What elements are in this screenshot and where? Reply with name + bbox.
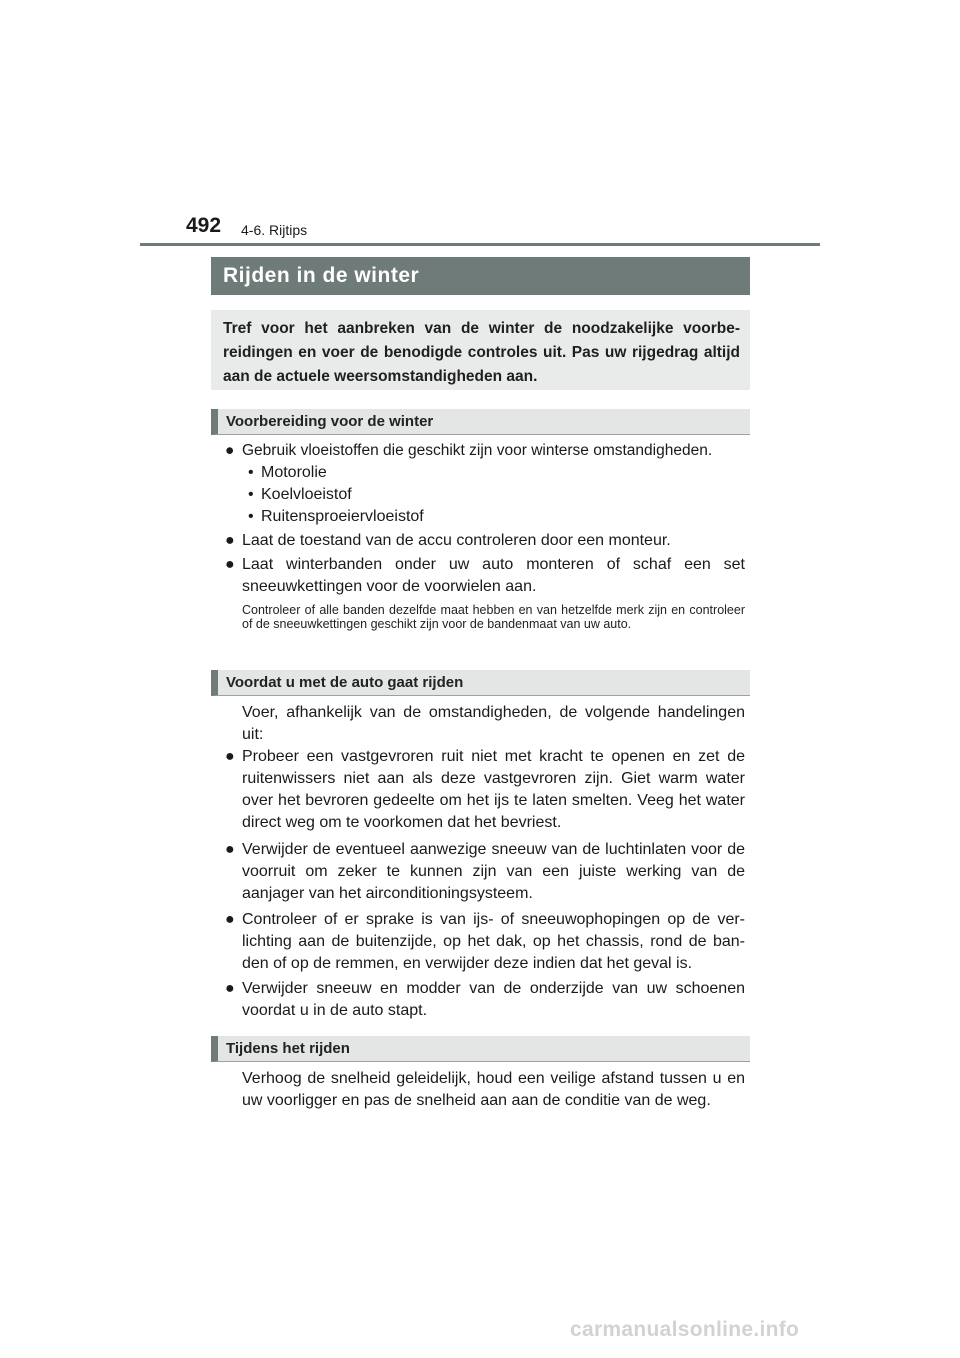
header-rule — [140, 243, 820, 246]
watermark: carmanualsonline.info — [570, 1318, 800, 1341]
fluid-item — [248, 462, 708, 484]
bullet-text: Laat de toestand van de accu controleren door een monteur. — [242, 532, 671, 549]
bullet-dot-icon: ● — [225, 980, 235, 997]
while-driving-text: Verhoog de snelheid geleidelijk, houd een veilige afstand tussen u en uw voorligger en pas de snelheid aan aan de conditie van de weg. — [242, 1070, 745, 1109]
fluid-item-text: Koelvloeistof — [261, 486, 352, 503]
section-heading-preparation: Voorbereiding voor de winter — [211, 409, 750, 435]
section-heading-before-driving: Voordat u met de auto gaat rijden — [211, 670, 750, 696]
bullet-text: Probeer een vastgevroren ruit niet met kracht te openen en zet de ruitenwissers niet aan als deze vastgevroren zijn. Giet warm water over het bevroren gedeelte om het ijs te laten smelten. Veeg het water direct weg om te voorkomen dat het bevriest. — [242, 748, 745, 831]
bullet-air-intakes — [225, 839, 745, 905]
fluid-item — [248, 506, 708, 528]
section-reference: 4-6. Rijtips — [241, 222, 308, 238]
bullet-dot-icon: ● — [225, 911, 235, 928]
bullet-dot-icon: ● — [225, 532, 235, 549]
bullet-text: Laat winterbanden onder uw auto monteren of schaf een set sneeuwkettingen voor de voorwielen aan. — [242, 556, 745, 595]
dot-icon: • — [248, 464, 254, 481]
page-number: 492 — [186, 214, 222, 237]
before-driving-intro: Voer, afhankelijk van de omstandigheden, de volgende handelingen uit: — [242, 704, 745, 743]
section-heading-while-driving: Tijdens het rijden — [211, 1036, 750, 1062]
bullet-dot-icon: ● — [225, 748, 235, 765]
bullet-dot-icon: ● — [225, 841, 235, 858]
bullet-frozen-windows — [225, 746, 745, 834]
fluid-item-text: Ruitensproeiervloeistof — [261, 508, 424, 525]
dot-icon: • — [248, 508, 254, 525]
bullet-text: Verwijder de eventueel aanwezige sneeuw van de luchtinlaten voor de voorruit om zeker te kunnen zijn van een juiste werking van de aanjager van het airconditioningsysteem. — [242, 841, 745, 902]
page-title: Rijden in de winter — [211, 257, 750, 295]
bullet-fluids — [225, 440, 745, 462]
bullet-dot-icon: ● — [225, 556, 235, 573]
bullet-shoes — [225, 978, 745, 1022]
bullet-dot-icon: ● — [225, 442, 235, 459]
fluid-item-text: Motorolie — [261, 464, 327, 481]
bullet-battery — [225, 530, 745, 552]
bullet-ice-buildup — [225, 909, 745, 975]
fluid-item — [248, 484, 708, 506]
bullet-text: Gebruik vloeistoffen die geschikt zijn voor winterse omstandigheden. — [242, 442, 713, 459]
dot-icon: • — [248, 486, 254, 503]
bullet-tires — [225, 554, 745, 598]
bullet-text: Controleer of er sprake is van ijs- of sneeuwophopingen op de ver-lichting aan de buitenzijde, op het dak, op het chassis, rond de ban-den of op de remmen, en verwijder deze indien dat het geval is. — [242, 911, 745, 972]
tire-note: Controleer of alle banden dezelfde maat hebben en van hetzelfde merk zijn en controleer of de sneeuwkettingen geschikt zijn voor de bandenmaat van uw auto. — [242, 603, 745, 631]
bullet-text: Verwijder sneeuw en modder van de onderzijde van uw schoenen voordat u in de auto stapt. — [242, 980, 745, 1019]
intro-box: Tref voor het aanbreken van de winter de noodzakelijke voorbe-reidingen en voer de benodigde controles uit. Pas uw rijgedrag altijd aan de actuele weersomstandigheden aan. — [211, 310, 750, 390]
